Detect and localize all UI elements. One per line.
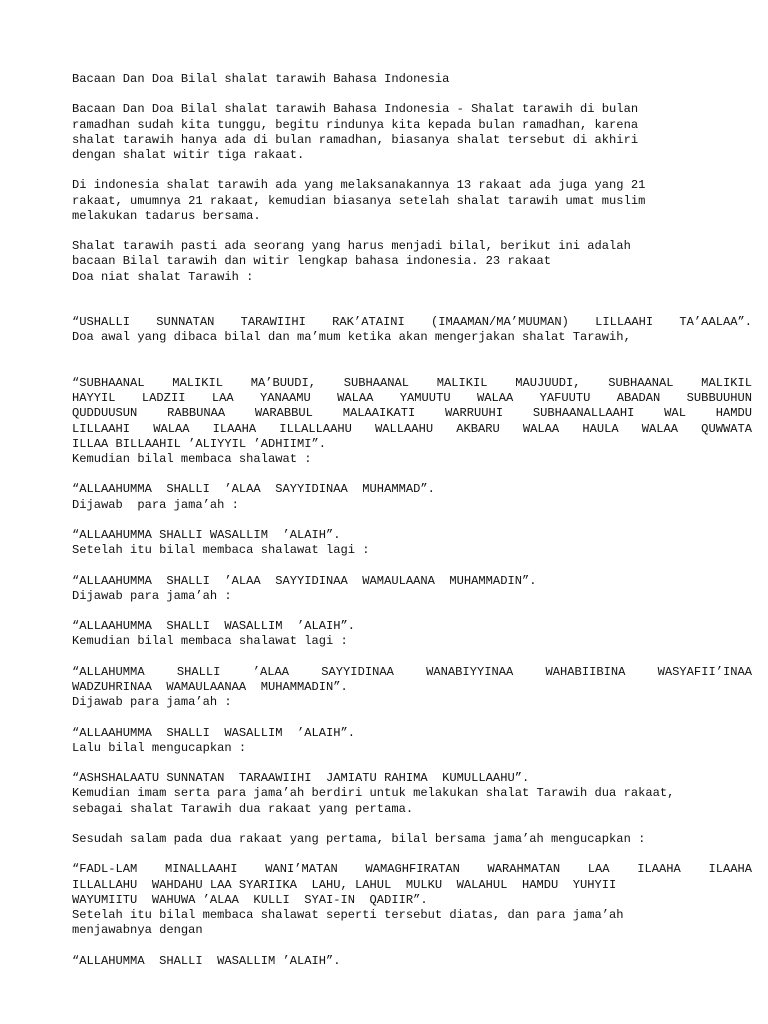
text-line: melakukan tadarus bersama. <box>72 208 261 223</box>
text-line: Kemudian bilal membaca shalawat : <box>72 452 312 466</box>
text-line: “ALLAAHUMMA SHALLI WASALLIM ’ALAIH”. <box>72 725 356 740</box>
text-line: “ALLAAHUMMA SHALLI ’ALAA SAYYIDINAA WAMAULAANA MUHAMMADIN”. <box>72 573 537 588</box>
text-line: menjawabnya dengan <box>72 923 203 938</box>
text-line: Bacaan Dan Doa Bilal shalat tarawih Bahasa Indonesia <box>72 72 450 86</box>
text-line: shalat tarawih hanya ada di bulan ramadhan, biasanya shalat tersebut di akhiri <box>72 132 639 147</box>
paragraph <box>72 574 752 604</box>
text-line: WADZUHRINAA WAMAULAANAA MUHAMMADIN”. <box>72 679 348 694</box>
paragraph <box>72 862 752 938</box>
text-line: QUDDUUSUN RABBUNAA WARABBUL MALAAIKATI WARRUUHI SUBHAANALLAAHI WAL HAMDU <box>72 406 752 421</box>
text-line: “ALLAHUMMA SHALLI WASALLIM ’ALAIH”. <box>72 953 341 968</box>
text-line: LILLAAHI WALAA ILAAHA ILLALLAAHU WALLAAHU AKBARU WALAA HAULA WALAA QUWWATA <box>72 421 752 436</box>
text-line: Kemudian imam serta para jama’ah berdiri untuk melakukan shalat Tarawih dua rakaat, <box>72 786 675 801</box>
text-line: sebagai shalat Tarawih dua rakaat yang pertama. <box>72 801 414 816</box>
text-line: HAYYIL LADZII LAA YANAAMU WALAA YAMUUTU WALAA YAFUUTU ABADAN SUBBUUHUN <box>72 391 752 406</box>
paragraph <box>72 832 752 847</box>
text-line: “ALLAAHUMMA SHALLI ’ALAA SAYYIDINAA MUHAMMAD”. <box>72 482 435 497</box>
paragraph <box>72 726 752 756</box>
text-line: Sesudah salam pada dua rakaat yang pertama, bilal bersama jama’ah mengucapkan : <box>72 831 646 846</box>
text-line: dengan shalat witir tiga rakaat. <box>72 148 305 162</box>
text-line: ILLALLAHU WAHDAHU LAA SYARIIKA LAHU, LAHUL MULKU WALAHUL HAMDU YUHYII <box>72 877 617 892</box>
text-line: Setelah itu bilal membaca shalawat lagi : <box>72 543 370 558</box>
text-line: Kemudian bilal membaca shalawat lagi : <box>72 634 348 649</box>
paragraph <box>72 239 752 285</box>
text-line: Doa niat shalat Tarawih : <box>72 269 254 284</box>
paragraph <box>72 315 752 345</box>
text-line: Dijawab para jama’ah : <box>72 695 232 710</box>
paragraph <box>72 376 752 467</box>
paragraph <box>72 482 752 512</box>
paragraph <box>72 954 752 969</box>
paragraph <box>72 72 752 87</box>
paragraph <box>72 619 752 649</box>
text-line: “ALLAAHUMMA SHALLI WASALLIM ’ALAIH”. <box>72 619 356 634</box>
text-line: ILLAA BILLAAHIL ’ALIYYIL ’ADHIIMI”. <box>72 436 327 451</box>
document-body <box>72 72 752 984</box>
text-line: Doa awal yang dibaca bilal dan ma’mum ketika akan mengerjakan shalat Tarawih, <box>72 330 631 345</box>
text-line: “SUBHAANAL MALIKIL MA’BUUDI, SUBHAANAL MALIKIL MAUJUUDI, SUBHAANAL MALIKIL <box>72 375 752 390</box>
text-line: rakaat, umumnya 21 rakaat, kemudian biasanya setelah shalat tarawih umat muslim <box>72 193 646 208</box>
text-line: ramadhan sudah kita tunggu, begitu rindunya kita kepada bulan ramadhan, karena <box>72 117 639 132</box>
text-line: Setelah itu bilal membaca shalawat seperti tersebut diatas, dan para jama’ah <box>72 907 624 922</box>
text-line: “ALLAHUMMA SHALLI ’ALAA SAYYIDINAA WANABIYYINAA WAHABIIBINA WASYAFII’INAA <box>72 664 752 679</box>
paragraph <box>72 102 752 163</box>
paragraph <box>72 771 752 817</box>
text-line: WAYUMIITU WAHUWA ’ALAA KULLI SYAI-IN QADIIR”. <box>72 892 428 907</box>
text-line: Di indonesia shalat tarawih ada yang melaksanakannya 13 rakaat ada juga yang 21 <box>72 178 646 193</box>
paragraph <box>72 665 752 711</box>
text-line: Shalat tarawih pasti ada seorang yang harus menjadi bilal, berikut ini adalah <box>72 239 631 254</box>
text-line: Dijawab para jama’ah : <box>72 588 232 603</box>
text-line: Lalu bilal mengucapkan : <box>72 740 247 755</box>
text-line: “USHALLI SUNNATAN TARAWIIHI RAK’ATAINI (IMAAMAN/MA’MUUMAN) LILLAAHI TA’AALAA”. <box>72 315 752 330</box>
paragraph <box>72 178 752 224</box>
text-line: “FADL-LAM MINALLAAHI WANI’MATAN WAMAGHFIRATAN WARAHMATAN LAA ILAAHA ILAAHA <box>72 862 752 877</box>
text-line: “ALLAAHUMMA SHALLI WASALLIM ’ALAIH”. <box>72 527 341 542</box>
paragraph <box>72 528 752 558</box>
text-line: “ASHSHALAATU SUNNATAN TARAAWIIHI JAMIATU RAHIMA KUMULLAAHU”. <box>72 771 530 786</box>
text-line: bacaan Bilal tarawih dan witir lengkap bahasa indonesia. 23 rakaat <box>72 254 551 269</box>
text-line: Dijawab para jama’ah : <box>72 497 239 512</box>
text-line: Bacaan Dan Doa Bilal shalat tarawih Bahasa Indonesia - Shalat tarawih di bulan <box>72 102 639 117</box>
